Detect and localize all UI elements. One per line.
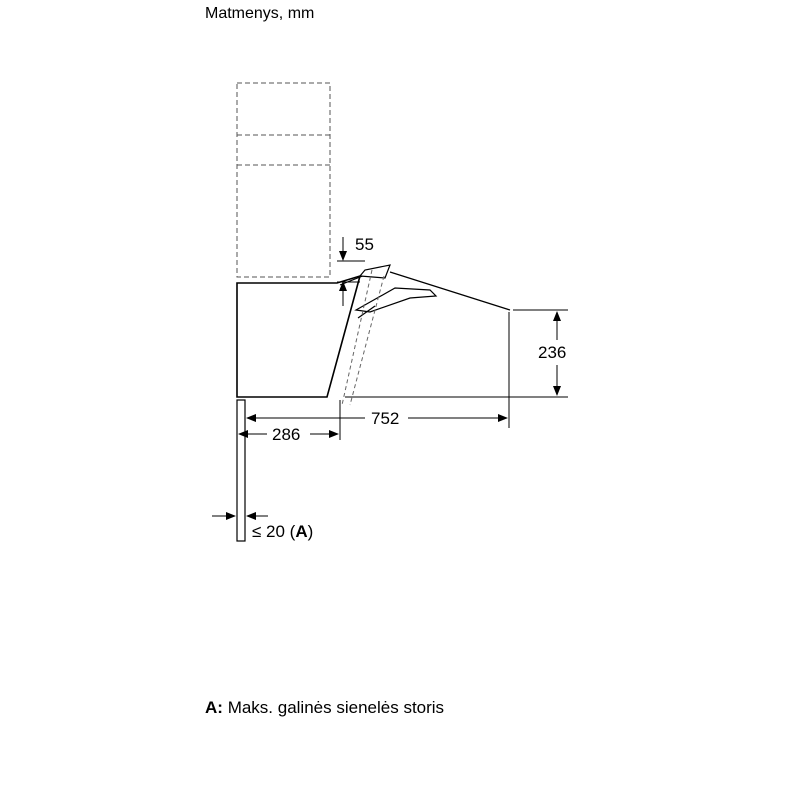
dimension-55-label: 55 (355, 235, 374, 254)
hood-body (237, 276, 360, 397)
wall (237, 400, 245, 541)
dimension-752-label: 752 (371, 409, 400, 428)
dimension-236 (345, 310, 568, 397)
chimney-outline (237, 83, 330, 277)
legend-text: Maks. galinės sienelės storis (227, 698, 445, 717)
legend-caption (205, 698, 444, 718)
hood-lid (340, 265, 510, 318)
page-title: Matmenys, mm (205, 5, 315, 22)
legend-key: A: (205, 698, 223, 717)
dimension-286-label: 286 (272, 425, 301, 444)
dimension-wall-thickness-label: ≤ 20 (A) (252, 522, 314, 541)
dimension-236-label: 236 (538, 343, 567, 362)
